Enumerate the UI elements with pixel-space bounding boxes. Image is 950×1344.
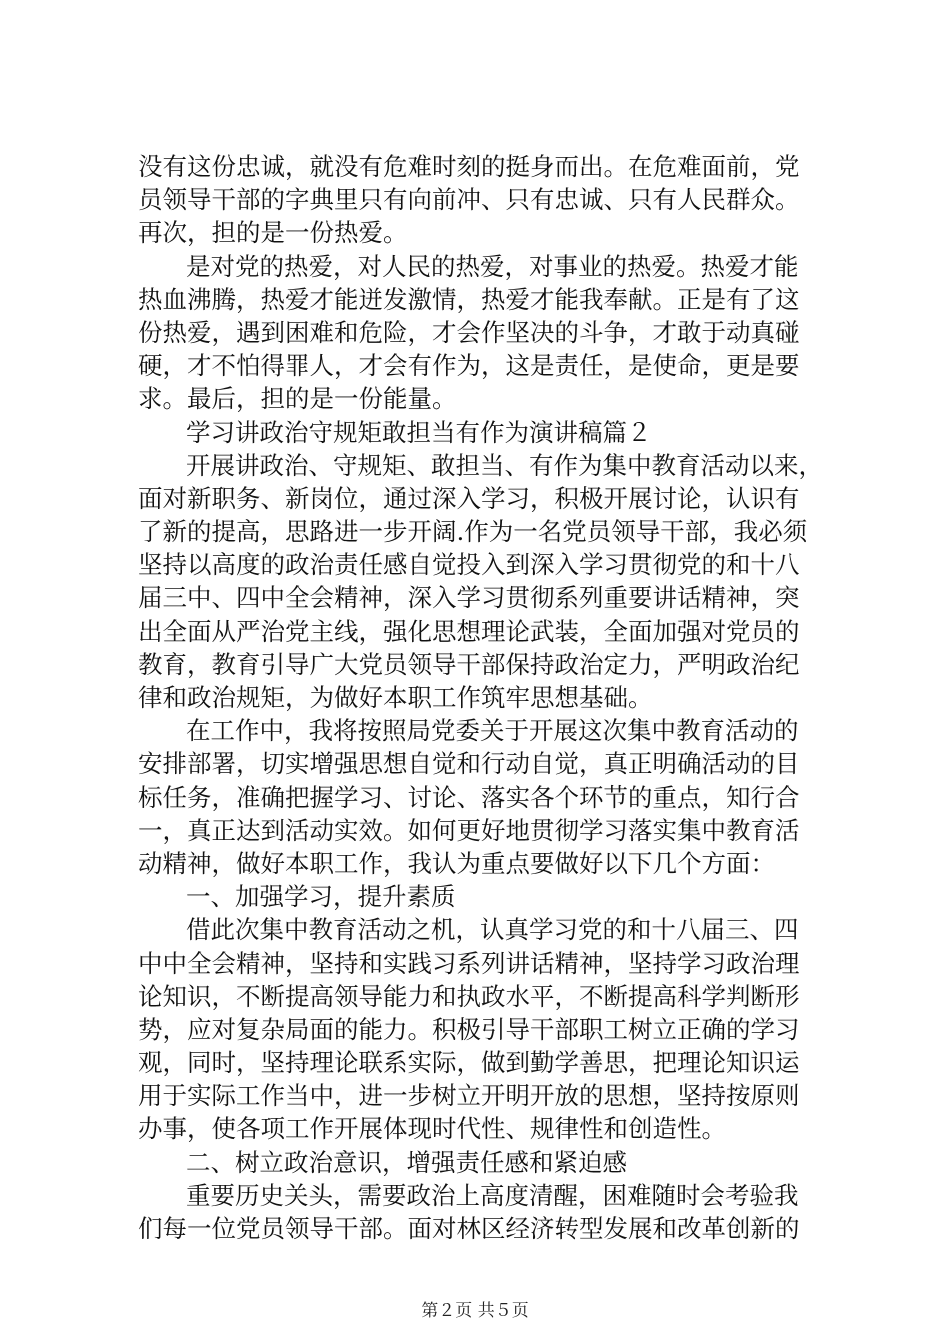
- document-body: [138, 150, 834, 1245]
- text-line: 了新的提高，思路进一步开阔.作为一名党员领导干部，我必须: [138, 517, 808, 547]
- text-line: 论知识，不断提高领导能力和执政水平，不断提高科学判断形: [138, 981, 800, 1011]
- text-line: 中中全会精神，坚持和实践习系列讲话精神，坚持学习政治理: [138, 948, 800, 978]
- text-line: 硬，才不怕得罪人，才会有作为，这是责任，是使命，更是要: [138, 351, 800, 381]
- text-line: 用于实际工作当中，进一步树立开明开放的思想，坚持按原则: [138, 1081, 800, 1111]
- text-line: 律和政治规矩，为做好本职工作筑牢思想基础。: [138, 683, 653, 712]
- text-line: 势，应对复杂局面的能力。积极引导干部职工树立正确的学习: [138, 1014, 800, 1044]
- text-line: 借此次集中教育活动之机，认真学习党的和十八届三、四: [186, 915, 799, 945]
- text-line: 求。最后，担的是一份能量。: [138, 384, 457, 414]
- text-line: 办事，使各项工作开展体现时代性、规律性和创造性。: [138, 1114, 726, 1144]
- text-line: 们每一位党员领导干部。面对林区经济转型发展和改革创新的: [138, 1214, 800, 1243]
- text-line: 一，真正达到活动实效。如何更好地贯彻学习落实集中教育活: [138, 815, 800, 845]
- text-line: 开展讲政治、守规矩、敢担当、有作为集中教育活动以来，: [186, 450, 823, 480]
- text-line: 动精神，做好本职工作，我认为重点要做好以下几个方面：: [138, 848, 775, 878]
- page-footer: 第２页 共５页: [421, 1301, 529, 1321]
- text-line: 热血沸腾，热爱才能迸发激情，热爱才能我奉献。正是有了这: [138, 284, 800, 314]
- text-line: 坚持以高度的政治责任感自觉投入到深入学习贯彻党的和十八: [138, 550, 800, 580]
- text-line: 再次，担的是一份热爱。: [138, 218, 408, 248]
- text-line: 届三中、四中全会精神，深入学习贯彻系列重要讲话精神，突: [138, 583, 800, 613]
- text-line: 一、加强学习，提升素质: [186, 882, 456, 912]
- text-line: 没有这份忠诚，就没有危难时刻的挺身而出。在危难面前，党: [138, 152, 800, 181]
- text-line: 份热爱，遇到困难和危险，才会作坚决的斗争，才敢于动真碰: [138, 317, 800, 347]
- text-line: 面对新职务、新岗位，通过深入学习，积极开展讨论，认识有: [138, 483, 800, 513]
- text-line: 是对党的热爱，对人民的热爱，对事业的热爱。热爱才能: [186, 251, 799, 281]
- text-line: 在工作中，我将按照局党委关于开展这次集中教育活动的: [186, 716, 799, 746]
- text-line: 员领导干部的字典里只有向前冲、只有忠诚、只有人民群众。: [138, 185, 800, 215]
- text-line: 教育，教育引导广大党员领导干部保持政治定力，严明政治纪: [138, 649, 800, 679]
- text-line: 重要历史关头，需要政治上高度清醒，困难随时会考验我: [186, 1180, 799, 1210]
- text-line: 出全面从严治党主线，强化思想理论武装，全面加强对党员的: [138, 616, 800, 646]
- text-line: 标任务，准确把握学习、讨论、落实各个环节的重点，知行合: [138, 782, 800, 812]
- text-line: 安排部署，切实增强思想自觉和行动自觉，真正明确活动的目: [138, 749, 800, 779]
- text-line: 学习讲政治守规矩敢担当有作为演讲稿篇２: [186, 417, 652, 447]
- text-line: 二、树立政治意识，增强责任感和紧迫感: [186, 1147, 627, 1177]
- text-line: 观，同时，坚持理论联系实际，做到勤学善思，把理论知识运: [138, 1048, 800, 1078]
